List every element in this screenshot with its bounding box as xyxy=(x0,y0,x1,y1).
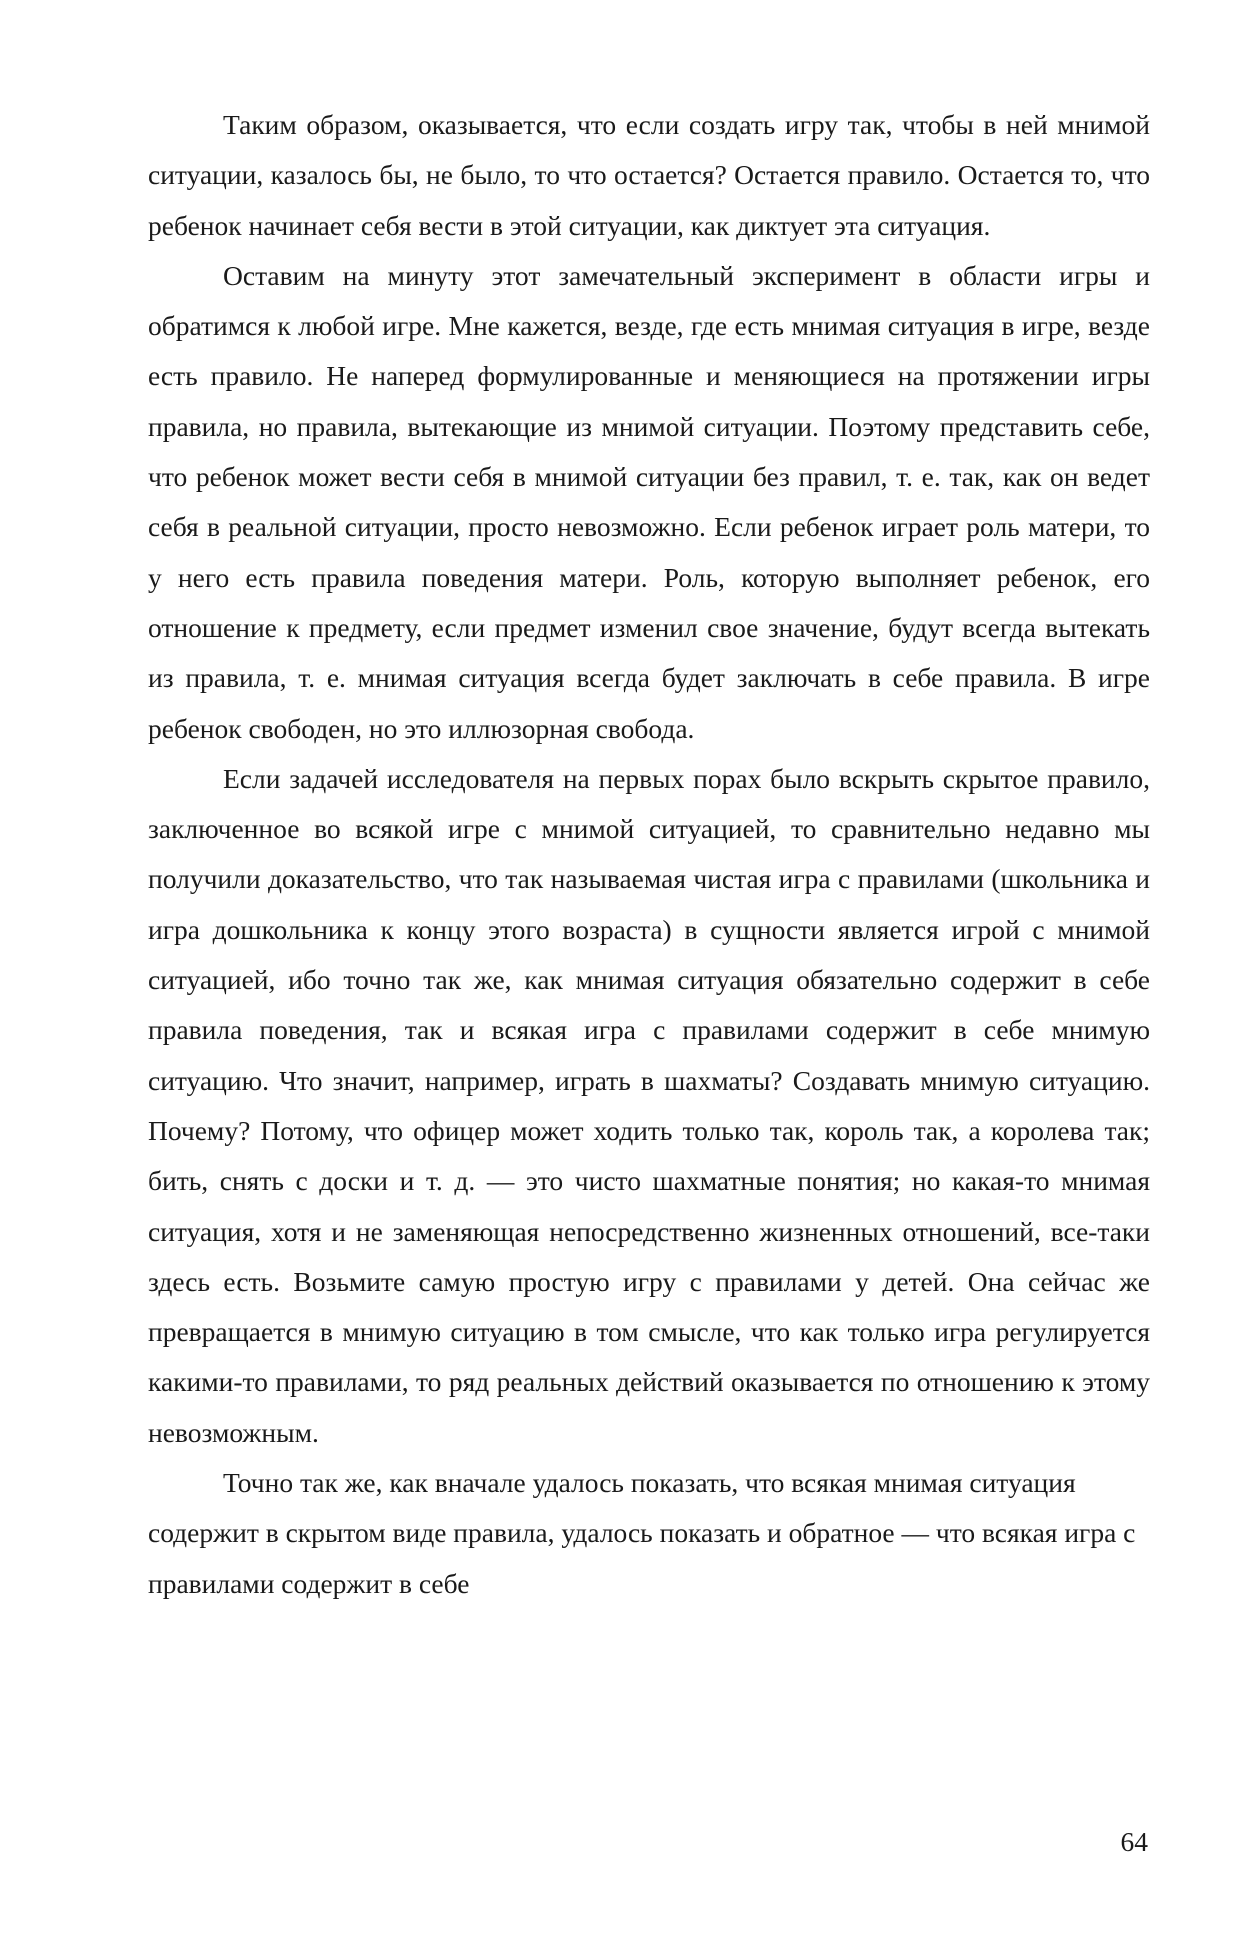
body-text xyxy=(148,100,1150,1609)
paragraph-4: Точно так же, как вначале удалось показать, что всякая мнимая ситуация содержит в скрытом виде правила, удалось показать и обратное — что всякая игра с правилами содержит в себе xyxy=(148,1467,1136,1599)
paragraph-2: Оставим на минуту этот замечательный эксперимент в области игры и обратимся к любой игре. Мне кажется, везде, где есть мнимая ситуация в игре, везде есть правило. Не наперед формулированные и меняющиеся на протяжении игры правила, но правила, вытекающие из мнимой ситуации. Поэтому представить себе, что ребенок может вести себя в мнимой ситуации без правил, т. е. так, как он ведет себя в реальной ситуации, просто невозможно. Если ребенок играет роль матери, то у него есть правила поведения матери. Роль, которую выполняет ребенок, его отношение к предмету, если предмет изменил свое значение, будут всегда вытекать из правила, т. е. мнимая ситуация всегда будет заключать в себе правила. В игре ребенок свободен, но это иллюзорная свобода. xyxy=(148,259,1150,744)
paragraph-3: Если задачей исследователя на первых порах было вскрыть скрытое правило, заключенное во всякой игре с мнимой ситуацией, то сравнительно недавно мы получили доказательство, что так называемая чистая игра с правилами (школьника и игра дошкольника к концу этого возраста) в сущности является игрой с мнимой ситуацией, ибо точно так же, как мнимая ситуация обязательно содержит в себе правила поведения, так и всякая игра с правилами содержит в себе мнимую ситуацию. Что значит, например, играть в шахматы? Создавать мнимую ситуацию. Почему? Потому, что офицер может ходить только так, король так, а королева так; бить, снять с доски и т. д. — это чисто шахматные понятия; но какая-то мнимая ситуация, хотя и не заменяющая непосредственно жизненных отношений, все-таки здесь есть. Возьмите самую простую игру с правилами у детей. Она сейчас же превращается в мнимую ситуацию в том смысле, что как только игра регулируется какими-то правилами, то ряд реальных действий оказывается по отношению к этому невозможным. xyxy=(148,762,1150,1448)
page-number: 64 xyxy=(1120,1826,1148,1857)
paragraph-1: Таким образом, оказывается, что если создать игру так, чтобы в ней мнимой ситуации, казалось бы, не было, то что остается? Остается правило. Остается то, что ребенок начинает себя вести в этой ситуации, как диктует эта ситуация. xyxy=(148,109,1150,241)
